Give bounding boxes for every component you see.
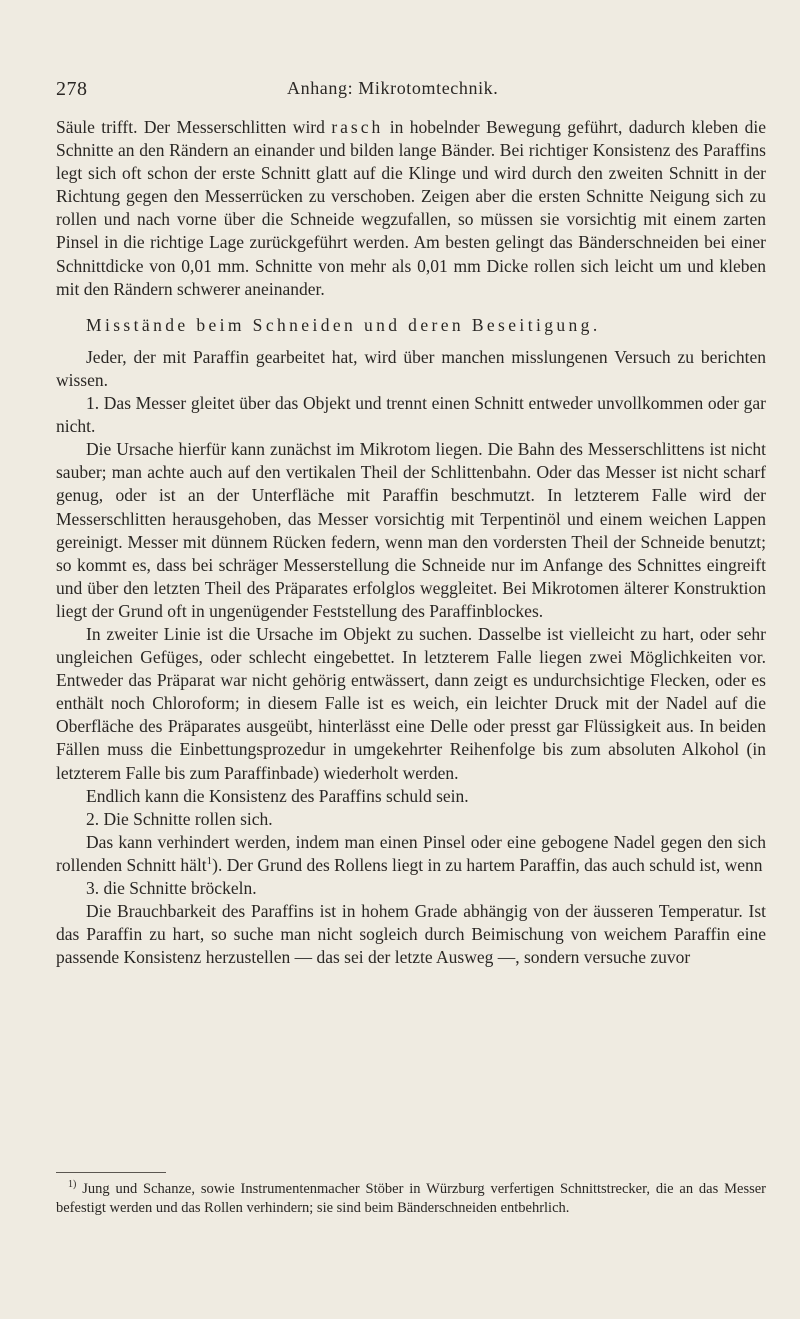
paragraph-3: 1. Das Messer gleitet über das Objekt und trennt einen Schnitt entweder unvollkommen oder gar nicht. <box>56 393 766 437</box>
paragraph-10: Die Brauchbarkeit des Paraffins ist in hohem Grade abhängig von der äusseren Temperatur. Ist das Paraffin zu hart, so suche man nicht sogleich durch Beimischung von weichem Paraffin eine passende Konsistenz herzustellen — das sei der letzte Ausweg —, sondern versuche zuvor <box>56 901 766 968</box>
section-title: Misstände beim Schneiden und deren Beseitigung. <box>86 314 601 335</box>
footnote-reference[interactable]: 1 <box>206 855 213 868</box>
paragraph-2: Jeder, der mit Paraffin gearbeitet hat, wird über manchen misslungenen Versuch zu berichten wissen. <box>56 346 766 390</box>
paragraph-6: Endlich kann die Konsistenz des Paraffins schuld sein. <box>86 785 469 806</box>
paragraph-8: Das kann verhindert werden, indem man einen Pinsel oder eine gebogene Nadel gegen den sich rollenden Schnitt hält$^1$). Der Grund des Rollens liegt in zu hartem Paraffin, das auch schuld ist, wenn <box>56 831 766 875</box>
paragraph-5: In zweiter Linie ist die Ursache im Objekt zu suchen. Dasselbe ist vielleicht zu hart, oder sehr ungleichen Gefüges, oder schlecht eingebettet. In letzterem Falle liegen zwei Möglichkeiten vor. Entweder das Präparat war nicht gehörig entwässert, dann zeigt es undurchsichtige Flecken, oder es enthält noch Chloroform; in diesem Falle ist es weich, ein leichter Druck mit der Nadel auf die Oberfläche des Präparates ausgeübt, hinterlässt eine Delle oder presst gar Flüssigkeit aus. In beiden Fällen muss die Einbettungsprozedur in umgekehrter Reihenfolge bis zum absoluten Alkohol (in letzterem Falle bis zum Paraffinbade) wiederholt werden. <box>56 623 766 783</box>
footnote-divider <box>56 1172 166 1173</box>
body-text <box>56 116 766 969</box>
emphasis-rasch: rasch <box>331 117 384 137</box>
page-header <box>56 78 766 104</box>
paragraph-1: Säule trifft. Der Messerschlitten wird rasch in hobelnder Bewegung geführt, dadurch kleben die Schnitte an den Rändern an einander und bilden lange Bänder. Bei richtiger Konsistenz des Paraffins legt sich oft schon der erste Schnitt glatt auf die Klinge und wird durch den zweiten Schnitt in der Richtung gegen den Messerrücken zu verschoben. Zeigen aber die ersten Schnitte Neigung sich zu rollen und nach vorne über die Schneide wegzufallen, so müssen sie vorsichtig mit einem zarten Pinsel in die richtige Lage zurückgeführt werden. Am besten gelingt das Bänderschneiden bei einer Schnittdicke von 0,01 mm. Schnitte von mehr als 0,01 mm Dicke rollen sich leicht um und kleben mit den Rändern schwerer aneinander. <box>56 117 767 299</box>
running-head: Anhang: Mikrotomtechnik. <box>287 78 499 98</box>
footnote: 1) Jung und Schanze, sowie Instrumentenmacher Stöber in Würzburg verfertigen Schnittstrecker, die an das Messer befestigt werden und das Rollen verhindern; sie sind beim Bänderschneiden entbehrlich. <box>56 1179 766 1216</box>
page-number: 278 <box>56 78 88 100</box>
paragraph-9: 3. die Schnitte bröckeln. <box>86 878 257 898</box>
footnote-text: Jung und Schanze, sowie Instrumentenmacher Stöber in Würzburg verfertigen Schnittstrecker, die an das Messer befestigt werden und das Rollen verhindern; sie sind beim Bänderschneiden entbehrlich. <box>56 1181 766 1216</box>
paragraph-7: 2. Die Schnitte rollen sich. <box>86 808 273 829</box>
paragraph-4: Die Ursache hierfür kann zunächst im Mikrotom liegen. Die Bahn des Messerschlittens ist nicht sauber; man achte auch auf den vertikalen Theil der Schlittenbahn. Oder das Messer ist nicht scharf genug, oder ist an der Unterfläche mit Paraffin beschmutzt. In letzterem Falle wird der Messerschlitten herausgehoben, das Messer vorsichtig mit Terpentinöl und einem weichen Lappen gereinigt. Messer mit dünnem Rücken federn, wenn man den vordersten Theil der Schneide benutzt; so kommt es, dass bei schräger Messerstellung die Schneide nur im Anfange des Schnittes eingreift und über den letzten Theil des Präparates erfolglos weggleitet. Bei Mikrotomen älterer Konstruktion liegt der Grund oft in ungenügender Feststellung des Paraffinblockes. <box>56 439 766 621</box>
